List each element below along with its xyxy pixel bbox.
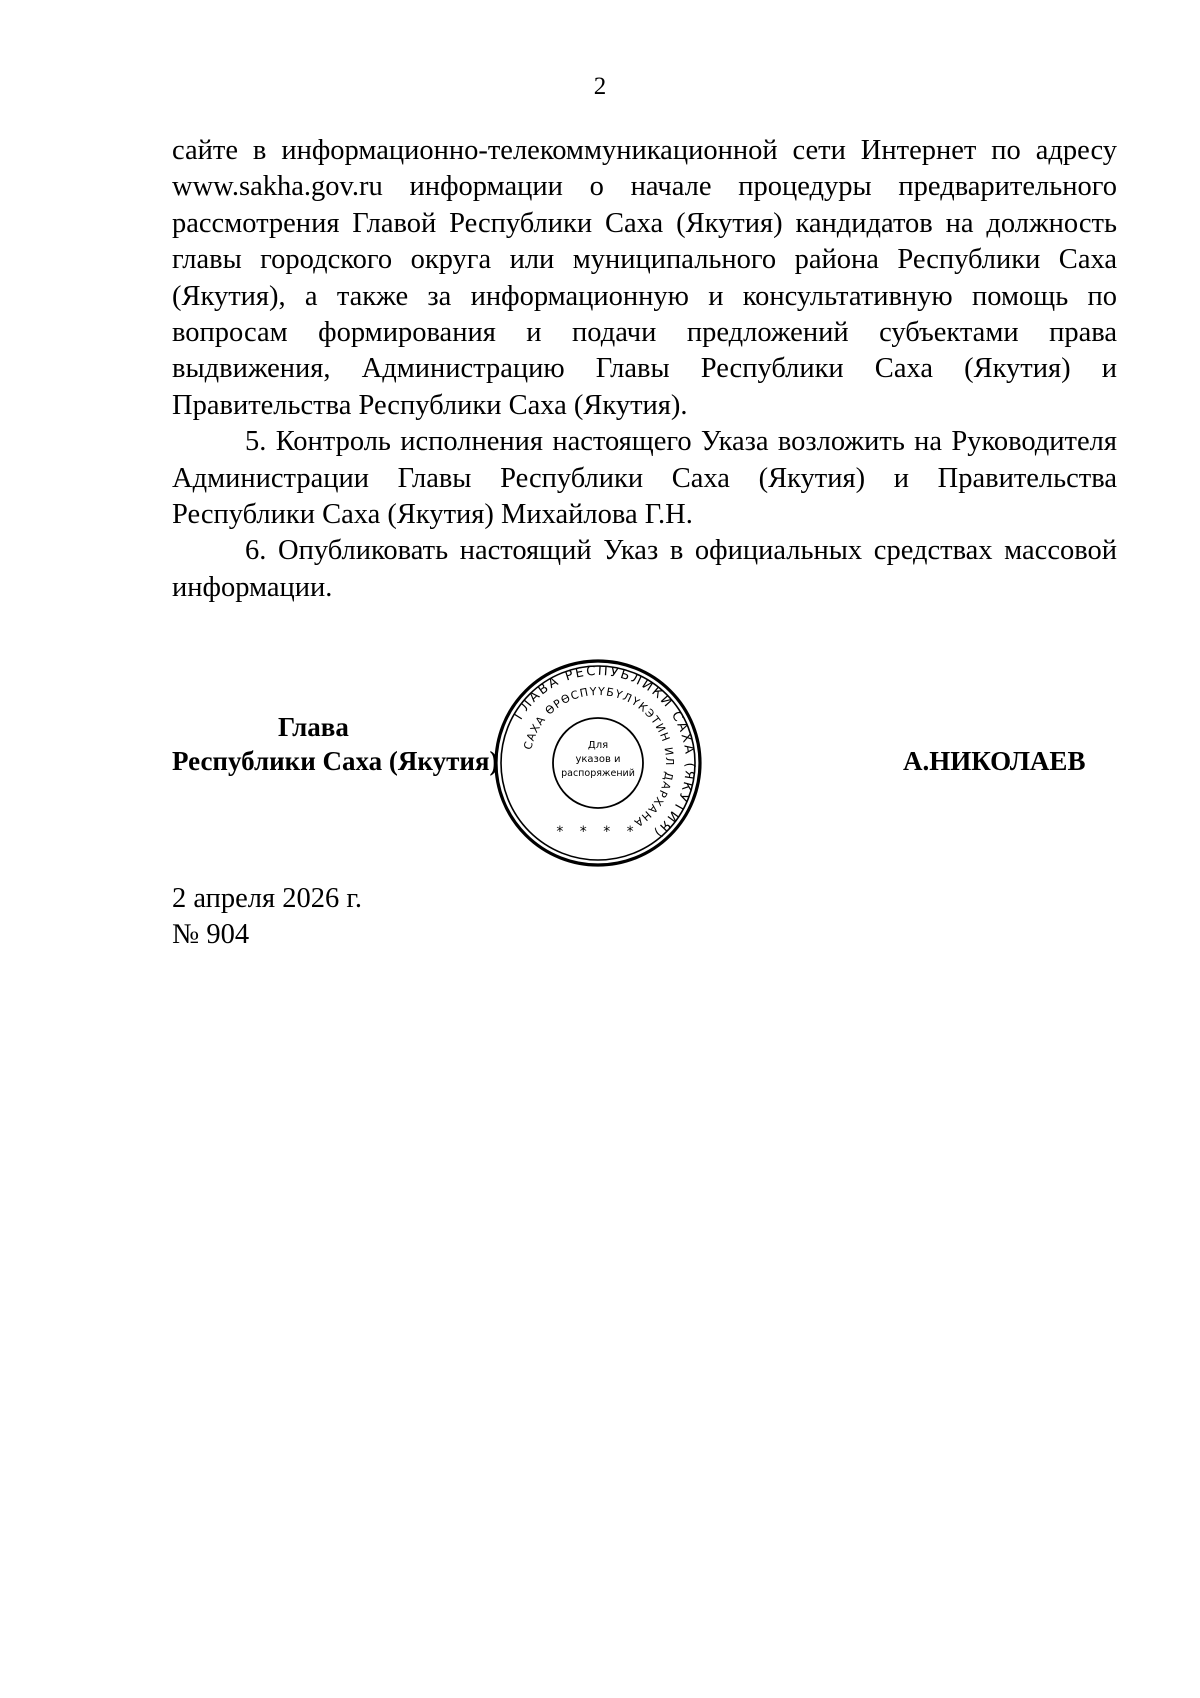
- svg-text:САХА ӨРӨСПҮҮБҮЛҮКЭТИН ИЛ ДАРХА: САХА ӨРӨСПҮҮБҮЛҮКЭТИН ИЛ ДАРХАНА: [521, 684, 677, 830]
- svg-text:ГЛАВА РЕСПУБЛИКИ САХА (ЯКУТИЯ): ГЛАВА РЕСПУБЛИКИ САХА (ЯКУТИЯ): [511, 663, 698, 842]
- decree-number: № 904: [172, 919, 250, 950]
- seal-center-line3: распоряжений: [561, 768, 635, 779]
- seal-center-line2: указов и: [575, 754, 621, 765]
- seal-stars: * * * *: [556, 824, 640, 840]
- official-seal-icon: [493, 658, 703, 868]
- signature-title-line1: Глава: [278, 712, 349, 742]
- paragraph-continuation: сайте в информационно-телекоммуникационной сети Интернет по адресу www.sakha.gov.ru информации о начале процедуры предварительного рассмотрения Главой Республики Саха (Якутия) кандидатов на должность главы городского округа или муниципального района Республики Саха (Якутия), а также за информационную и консультативную помощь по вопросам формирования и подачи предложений субъектами права выдвижения, Администрацию Главы Республики Саха (Якутия) и Правительства Республики Саха (Якутия).: [172, 135, 1117, 421]
- paragraph-item-6: 6. Опубликовать настоящий Указ в официальных средствах массовой информации.: [172, 535, 1117, 603]
- signatory-name: А.НИКОЛАЕВ: [903, 746, 1086, 776]
- decree-body: [172, 133, 1117, 606]
- seal-center-line1: Для: [587, 740, 609, 751]
- page-number: 2: [593, 73, 607, 100]
- paragraph-item-5: 5. Контроль исполнения настоящего Указа возложить на Руководителя Администрации Главы Республики Саха (Якутия) и Правительства Республики Саха (Якутия) Михайлова Г.Н.: [172, 426, 1117, 531]
- signature-title-line2: Республики Саха (Якутия): [172, 746, 499, 776]
- decree-date: 2 апреля 2026 г.: [172, 883, 362, 914]
